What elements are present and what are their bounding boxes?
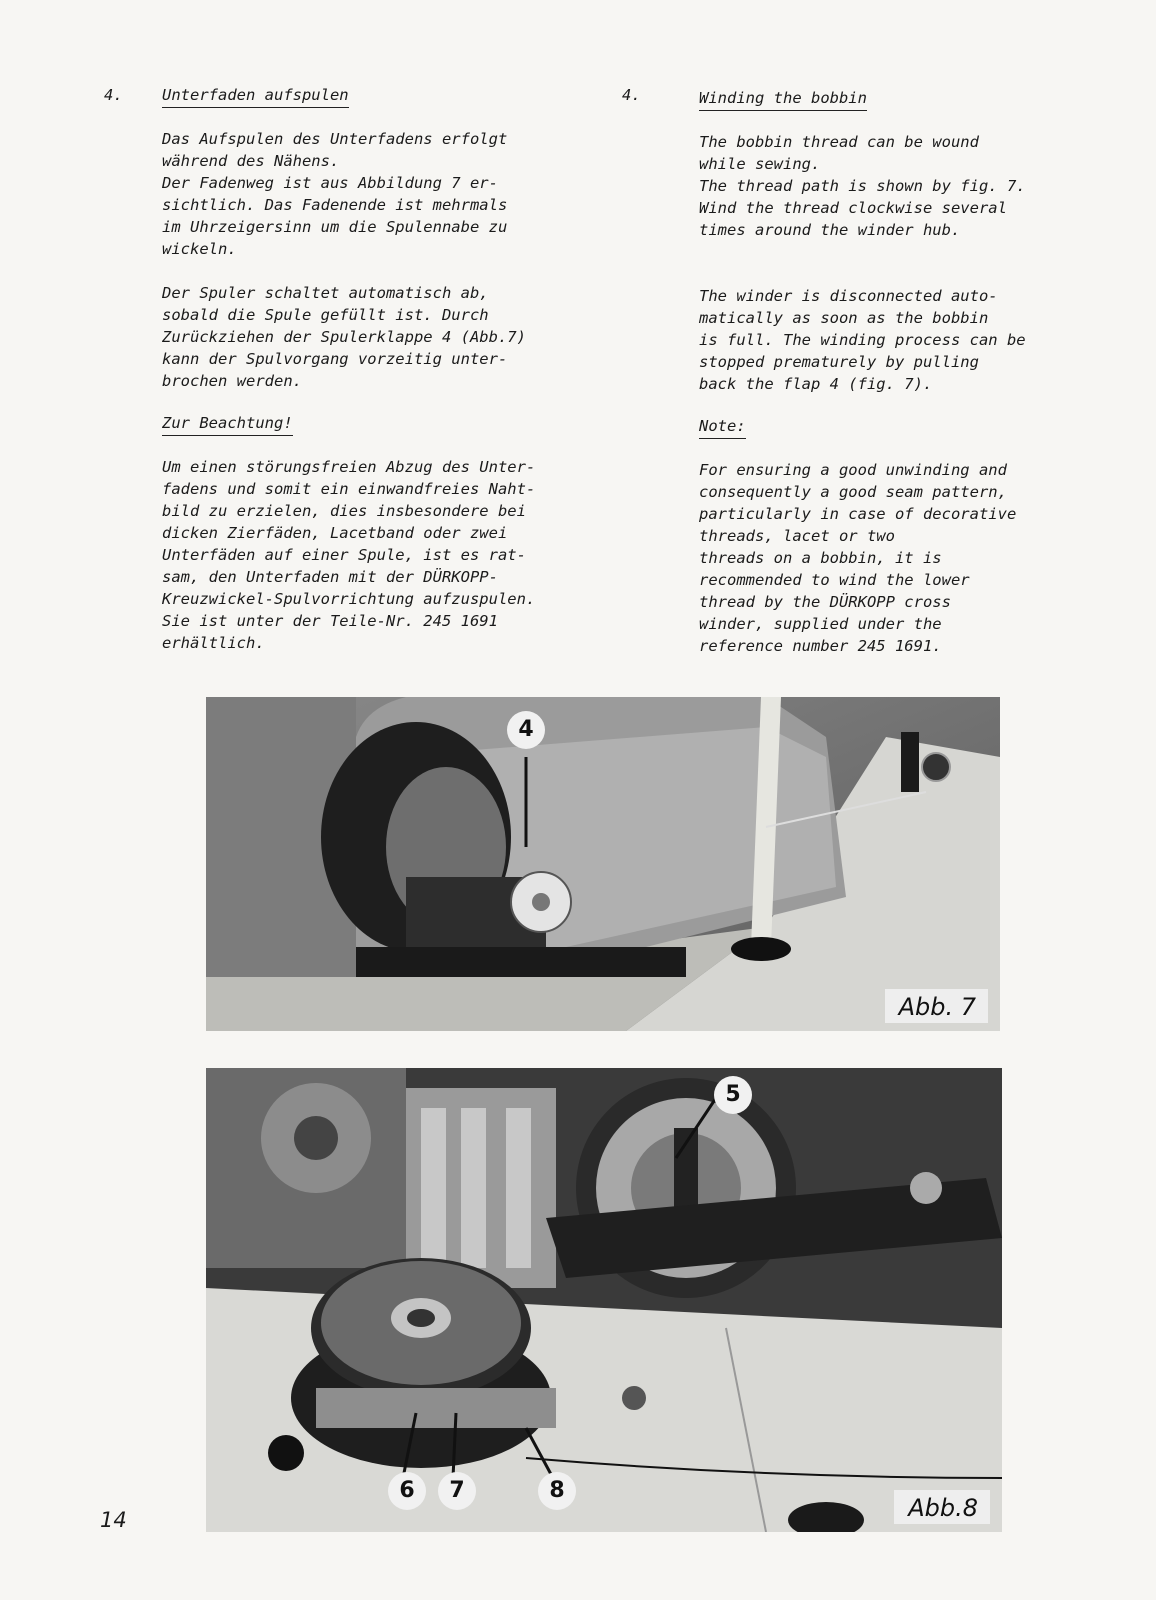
cross-winder-illustration xyxy=(206,1068,1002,1532)
figure-7-photo xyxy=(206,697,1000,1031)
left-paragraph-1: Das Aufspulen des Unterfadens erfolgt während des Nähens. Der Fadenweg ist aus Abbildung 7 er- sichtlich. Das Fadenende ist mehrmals im Uhrzeigersinn um die Spulennabe zu wickeln. xyxy=(162,130,508,258)
figure-7-callout-4: 4 xyxy=(507,711,545,749)
right-paragraph-1: The bobbin thread can be wound while sewing. The thread path is shown by fig. 7. Wind the thread clockwise several times around the winder hub. xyxy=(699,133,1026,239)
left-paragraph-3: Um einen störungsfreien Abzug des Unter- fadens und somit ein einwandfreies Naht- bild zu erzielen, dies insbesondere bei dicken Zierfäden, Lacetband oder zwei Unterfäden auf einer Spule, ist es rat- sam, den Unterfaden mit der DÜRKOPP- Kreuzwickel-Spulvorrichtung aufzuspulen. Sie ist unter der Teile-Nr. 245 1691 erhältlich. xyxy=(162,458,536,652)
bobbin-winder-illustration xyxy=(206,697,1000,1031)
figure-8-callout-5: 5 xyxy=(714,1076,752,1114)
left-note-heading: Zur Beachtung! xyxy=(162,412,293,436)
right-paragraph-3: For ensuring a good unwinding and consequently a good seam pattern, particularly in case of decorative threads, lacet or two threads on a bobbin, it is recommended to wind the lower thread by the DÜRKOPP cross winder, supplied under the reference number 245 1691. xyxy=(699,461,1017,655)
figure-8-caption: Abb.8 xyxy=(894,1490,990,1524)
figure-8-photo xyxy=(206,1068,1002,1532)
right-section-number: 4. xyxy=(622,86,641,104)
left-section-number: 4. xyxy=(104,86,123,104)
figure-8-callout-6: 6 xyxy=(388,1472,426,1510)
figure-7-caption: Abb. 7 xyxy=(885,989,988,1023)
left-section-heading: Unterfaden aufspulen xyxy=(162,84,349,108)
figure-8-callout-8: 8 xyxy=(538,1472,576,1510)
right-column xyxy=(699,87,1119,657)
left-column xyxy=(162,84,602,654)
left-paragraph-2: Der Spuler schaltet automatisch ab, sobald die Spule gefüllt ist. Durch Zurückziehen der Spulerklappe 4 (Abb.7) kann der Spulvorgang vorzeitig unter- brochen werden. xyxy=(162,284,526,390)
page-number: 14 xyxy=(100,1508,127,1532)
right-note-heading: Note: xyxy=(699,415,746,439)
right-section-heading: Winding the bobbin xyxy=(699,87,867,111)
figure-8-callout-7: 7 xyxy=(438,1472,476,1510)
right-paragraph-2: The winder is disconnected auto- matically as soon as the bobbin is full. The winding process can be stopped prematurely by pulling back the flap 4 (fig. 7). xyxy=(699,287,1026,393)
